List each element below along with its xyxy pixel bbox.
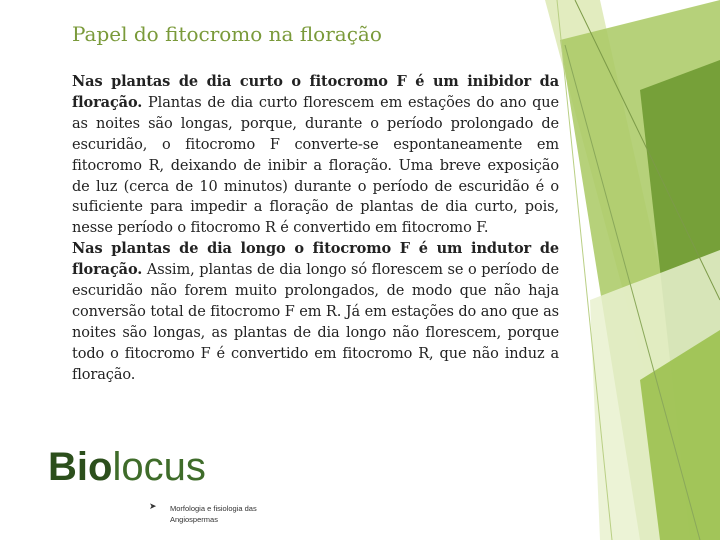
logo-part-bio: Bio <box>48 445 113 489</box>
paragraph-long-day <box>72 239 559 385</box>
paragraph-lead: Nas plantas de dia curto o fitocromo F é um inibidor da floração. <box>72 73 559 111</box>
logo-part-locus: locus <box>112 445 206 489</box>
footer-note: Morfologia e fisiologia das Angiospermas <box>170 504 257 524</box>
slide-title: Papel do fitocromo na floração <box>72 22 382 46</box>
paragraph-lead: Nas plantas de dia longo o fitocromo F é um indutor de floração. <box>72 240 559 279</box>
paragraph-short-day <box>72 72 559 239</box>
biolocus-logo <box>48 444 206 490</box>
paragraph-text: Plantas de dia curto florescem em estações do ano que as noites são longas, porque, durante o período prolongado de escuridão, o fitocromo F converte-se espontaneamente em fitocromo R, deixando de inibir a floração. Uma breve exposição de luz (cerca de 10 minutos) durante o período de escuridão é o suficiente para impedir a floração de plantas de dia curto, pois, nesse período o fitocromo R é convertido em fitocromo F. <box>72 94 559 237</box>
paragraph-text: Assim, plantas de dia longo só florescem se o período de escuridão não forem muito prolongados, de modo que não haja conversão total de fitocromo F em R. Já em estações do ano que as noites são longas, as plantas de dia longo não florescem, porque todo o fitocromo F é convertido em fitocromo R, que não induz a floração. <box>72 262 559 383</box>
arrow-bullet-icon: ➤ <box>149 501 157 511</box>
body-text <box>72 72 559 386</box>
